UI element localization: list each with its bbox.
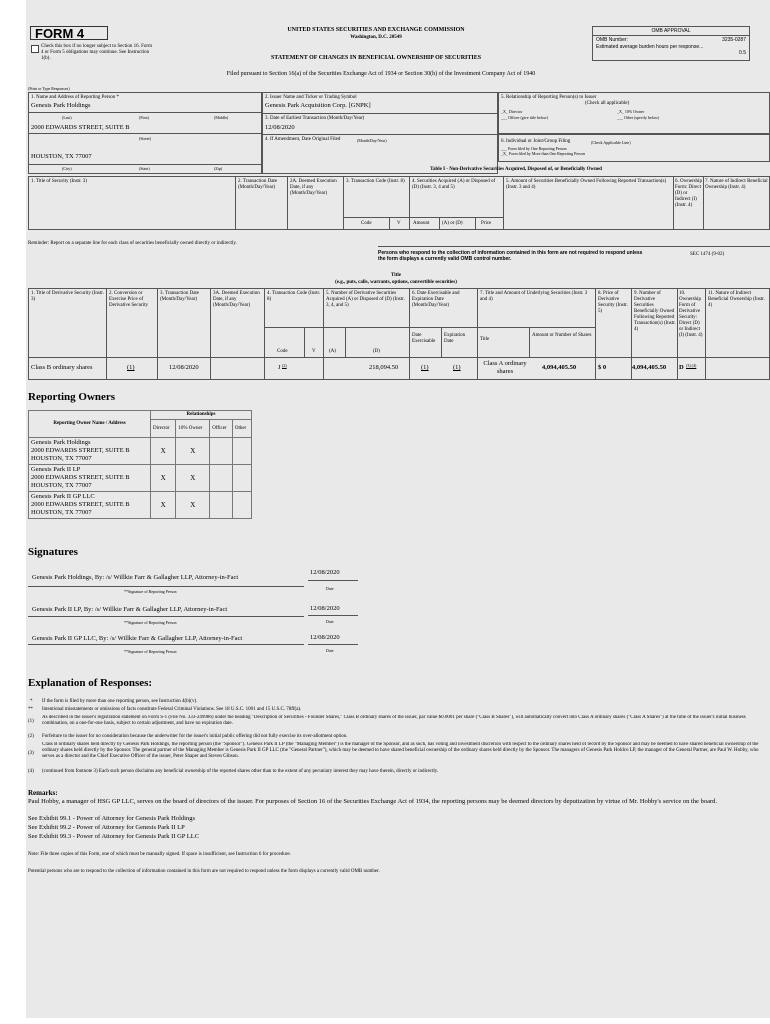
t2-col-title: 1. Title of Derivative Security (Instr. 3): [31, 291, 104, 302]
filed-pursuant: Filed pursuant to Section 16(a) of the Securities Exchange Act of 1934 or Section 30(h) of the Investment Company Act of 1940: [226, 71, 536, 77]
reminder-text: Reminder: Report on a separate line for each class of securities beneficially owned directly or indirectly.: [28, 241, 237, 246]
more-persons-option[interactable]: _X_ Form filed by More than One Reporting Person: [501, 151, 585, 156]
omb-number: 3235-0287: [722, 37, 746, 43]
sec-code: SEC 1474 (9-02): [690, 252, 725, 257]
signature-date: 12/08/2020: [310, 569, 340, 576]
signature-date: 12/08/2020: [310, 634, 340, 641]
t2-col-date: 3. Transaction Date (Month/Day/Year): [160, 291, 200, 302]
section-5-label: 5. Relationship of Reporting Person(s) to Issuer: [501, 95, 597, 100]
t1-col-deemed-date: 2A. Deemed Execution Date, if any (Month/Day/Year): [290, 179, 337, 196]
exhibit-link[interactable]: See Exhibit 99.1 - Power of Attorney for Genesis Park Holdings: [28, 815, 195, 822]
table-1-title: Table I - Non-Derivative Securities Acquired, Disposed of, or Beneficially Owned: [430, 167, 602, 172]
table-1: [28, 176, 770, 230]
table-2: [28, 288, 770, 380]
ro-city: HOUSTON, TX 77007: [31, 482, 92, 489]
t2-row-code-note[interactable]: (2): [282, 363, 287, 368]
ro-director-mark: X: [151, 438, 176, 465]
footer-potential: Potential persons who are to respond to the collection of information contained in this form are not required to respond unless the form displays a currently valid OMB number.: [28, 869, 380, 874]
table-2-title: Title: [391, 273, 401, 278]
omb-title: OMB APPROVAL: [651, 28, 691, 34]
t2-col-owned: 9. Number of Derivative Securities Beneficially Owned Following Reported Transaction(s) (Instr. 4): [634, 291, 676, 332]
t1-col-amount-owned: 5. Amount of Securities Beneficially Owned Following Reported Transaction(s) (Instr. 3 and 4): [506, 179, 667, 190]
burden-label: Estimated average burden hours per response...: [596, 44, 704, 50]
ro-city: HOUSTON, TX 77007: [31, 509, 92, 516]
t2-col-conversion: 2. Conversion or Exercise Price of Derivative Security: [109, 291, 149, 308]
ro-col-officer: Officer: [210, 420, 233, 438]
t1-col-ownership-form: 6. Ownership Form: Direct (D) or Indirect (I) (Instr. 4): [675, 179, 702, 208]
first-label: (First): [139, 115, 149, 120]
ro-col-name: Reporting Owner Name / Address: [29, 411, 151, 438]
reporting-owners-table: [28, 410, 252, 519]
t2-row-exp-note[interactable]: (1): [453, 364, 461, 371]
date-label: Date: [326, 648, 334, 653]
ro-street: 2000 EDWARDS STREET, SUITE B: [31, 501, 130, 508]
t2-col-ownership-form: 10. Ownership Form of Derivative Security: Direct (D) or Indirect (I) (Instr. 4): [679, 291, 703, 338]
ro-owner-mark: X: [176, 492, 210, 519]
no-longer-subject-checkbox[interactable]: [31, 45, 39, 53]
signatures-heading: Signatures: [28, 546, 78, 558]
t1-sub-v: V: [397, 221, 401, 226]
ro-owner-mark: X: [176, 438, 210, 465]
form-title: FORM 4: [35, 26, 85, 41]
section-4-label: 4. If Amendment, Date Original Filed: [265, 137, 341, 142]
ro-city: HOUSTON, TX 77007: [31, 455, 92, 462]
middle-label: (Middle): [214, 115, 229, 120]
ro-col-other: Other: [232, 420, 251, 438]
t2-row-date-ex-note[interactable]: (1): [421, 364, 429, 371]
signature-block: [28, 566, 358, 598]
street-label: (Street): [139, 136, 151, 141]
ro-col-relationships: Relationships: [151, 411, 252, 420]
ro-name: Genesis Park II LP: [31, 466, 81, 473]
omb-number-label: OMB Number:: [596, 37, 628, 43]
earliest-transaction-date: 12/08/2020: [265, 124, 295, 131]
footnote-marker: (4): [28, 769, 34, 774]
table-2-subtitle: (e.g., puts, calls, warrants, options, convertible securities): [335, 280, 457, 285]
omb-approval-box: [592, 26, 750, 61]
t1-col-acquired: 4. Securities Acquired (A) or Disposed of (D) (Instr. 3, 4 and 5): [412, 179, 496, 190]
t2-col-nature: 11. Nature of Indirect Beneficial Ownership (Instr. 4): [708, 291, 765, 308]
footnote-marker: (2): [28, 734, 34, 739]
t2-sub-expiration: Expiration Date: [444, 333, 466, 344]
issuer-name: Genesis Park Acquisition Corp. [GNPK]: [265, 102, 371, 109]
footnote-marker: (1): [28, 719, 34, 724]
t2-row-price-note[interactable]: (1): [127, 364, 135, 371]
t2-col-price: 8. Price of Derivative Security (Instr. 5): [598, 291, 628, 314]
section-3-label: 3. Date of Earliest Transaction (Month/Day/Year): [265, 116, 365, 121]
section-1-box: [28, 92, 262, 174]
t2-sub-d: (D): [373, 349, 380, 354]
footnote-star-text: If the form is filed by more than one reporting person, see Instruction 4(b)(v).: [42, 699, 198, 704]
table-row: [29, 492, 252, 519]
officer-option[interactable]: ___ Officer (give title below): [501, 115, 549, 120]
t1-sub-price: Price: [481, 221, 492, 226]
signature-text: Genesis Park II LP, By: /s/ Willkie Farr & Gallagher LLP, Attorney-in-Fact: [32, 606, 228, 613]
t2-row-code: J: [278, 364, 281, 371]
print-note: (Print or Type Responses): [28, 86, 70, 91]
t2-sub-a: (A): [329, 349, 336, 354]
signature-date: 12/08/2020: [310, 605, 340, 612]
signature-block: [28, 628, 358, 660]
t2-sub-title: Title: [480, 337, 490, 342]
statement-title: STATEMENT OF CHANGES IN BENEFICIAL OWNERSHIP OF SECURITIES: [270, 55, 482, 61]
t1-col-title: 1. Title of Security (Instr. 3): [31, 179, 87, 184]
ro-name: Genesis Park Holdings: [31, 439, 91, 446]
ro-col-owner: 10% Owner: [176, 420, 210, 438]
t2-row-owned: 4,094,405.50: [632, 364, 667, 371]
ro-street: 2000 EDWARDS STREET, SUITE B: [31, 474, 130, 481]
t2-sub-code: Code: [277, 349, 288, 354]
section-4-sub: (Month/Day/Year): [357, 138, 387, 143]
t1-col-date: 2. Transaction Date (Month/Day/Year): [238, 179, 278, 190]
state-label: (State): [139, 166, 150, 171]
other-option[interactable]: ___ Other (specify below): [617, 115, 660, 120]
signature-text: Genesis Park Holdings, By: /s/ Willkie Farr & Gallagher LLP, Attorney-in-Fact: [32, 574, 239, 581]
section-5-box: [498, 92, 770, 134]
footnote-marker: **: [28, 707, 33, 712]
t1-col-nature: 7. Nature of Indirect Beneficial Ownership (Instr. 4): [705, 179, 768, 190]
form-title-box: [30, 26, 108, 40]
t2-col-code: 4. Transaction Code (Instr. 8): [267, 291, 321, 302]
reporting-person-name: Genesis Park Holdings: [31, 102, 91, 109]
burden-value: 0.5: [739, 50, 746, 56]
t2-row-security: Class B ordinary shares: [31, 364, 93, 371]
agency-name: UNITED STATES SECURITIES AND EXCHANGE COMMISSION: [287, 27, 465, 33]
t2-row-deriv-price: $ 0: [598, 364, 607, 371]
signature-label: **Signature of Reporting Person: [124, 649, 177, 654]
city-label: (City): [62, 166, 72, 171]
persons-note: Persons who respond to the collection of information contained in this form are not required to respond unless the form displays a currently valid OMB control number.: [378, 250, 643, 262]
reporting-person-city: HOUSTON, TX 77007: [31, 153, 92, 160]
remarks-text: Paul Hobby, a manager of HSG GP LLC, serves on the board of directors of the issuer. For purposes of Section 16 of the Securities Exchange Act of 1934, the reporting persons may be deemed directors by deputization by virtue of Mr. Hobby's service on the board.: [28, 798, 717, 805]
ten-percent-owner-option[interactable]: _X_ 10% Owner: [617, 109, 645, 114]
reporting-person-street: 2000 EDWARDS STREET, SUITE B: [31, 124, 130, 131]
one-person-option[interactable]: ___ Form filed by One Reporting Person: [501, 146, 567, 151]
t2-col-deemed-date: 3A. Deemed Execution Date, if any (Month/Day/Year): [213, 291, 260, 308]
table-row: [29, 465, 252, 492]
ro-director-mark: X: [151, 465, 176, 492]
t2-row-amount: 4,094,405.50: [542, 364, 577, 371]
t2-row-d-value: 218,094.50: [369, 364, 399, 371]
t2-row-form: D: [679, 364, 684, 371]
agency-city: Washington, D.C. 20549: [350, 35, 402, 40]
section-6-label: 6. Individual or Joint/Group Filing: [501, 139, 571, 144]
ro-street: 2000 EDWARDS STREET, SUITE B: [31, 447, 130, 454]
signature-label: **Signature of Reporting Person: [124, 589, 177, 594]
ro-name: Genesis Park II GP LLC: [31, 493, 95, 500]
ro-director-mark: X: [151, 492, 176, 519]
exhibit-link[interactable]: See Exhibit 99.3 - Power of Attorney for Genesis Park II GP LLC: [28, 833, 200, 840]
section-6-sub: (Check Applicable Line): [591, 140, 631, 145]
t1-col-code: 3. Transaction Code (Instr. 8): [346, 179, 405, 184]
footnote-4-text: (continued from footnote 3) Each such person disclaims any beneficial ownership of the reported shares other than to the extent of any pecuniary interest they may have therein, directly or indirectly.: [42, 769, 439, 774]
section-1-label: 1. Name and Address of Reporting Person *: [31, 95, 120, 100]
footnote-dstar-text: Intentional misstatements or omissions of facts constitute Federal Criminal Violations. See 18 U.S.C. 1001 and 15 U.S.C. 78ff(a).: [42, 707, 302, 712]
form-sheet: [26, 0, 770, 1018]
date-label: Date: [326, 619, 334, 624]
t2-sub-v: V: [312, 349, 316, 354]
t2-sub-date-exercisable: Date Exercisable: [412, 333, 436, 344]
section-2-box: [262, 92, 498, 114]
zip-label: (Zip): [214, 166, 223, 171]
footnote-3-text: Class B ordinary shares held directly by Genesis Park Holdings, the reporting person (the "Sponsor"). Genesis Park II LP (the "Managing Member") is the manager of the Sponsor, and as such, has voting and investment discretion with respect to the ordinary shares held of record by the Sponsor and may be deemed to have shared beneficial ownership of the ordinary shares held directly by the Sponsor. The general partner of the Managing Member is Genesis Park II GP LLC (the "General Partner"), which may be deemed to have shared beneficial ownership of the ordinary shares held directly by the Sponsor. The managers of Genesis Park Holdco LP, the manager of the General Partner, are Paul W. Hobby, who serves as a director and the Chief Executive Officer of the issuer, Peter Shaper and Steven Gibson.: [42, 742, 759, 759]
section-6-box: [498, 134, 770, 162]
director-option[interactable]: _X_ Director: [501, 109, 523, 114]
section-5-sub: (Check all applicable): [585, 101, 630, 106]
signature-label: **Signature of Reporting Person: [124, 620, 177, 625]
footer-note: Note: File three copies of this Form, one of which must be manually signed. If space is insufficient, see Instruction 6 for procedure.: [28, 852, 291, 857]
signature-text: Genesis Park II GP LLC, By: /s/ Willkie Farr & Gallagher LLP, Attorney-in-Fact: [32, 635, 243, 642]
ro-col-director: Director: [151, 420, 176, 438]
ro-owner-mark: X: [176, 465, 210, 492]
t2-row-date: 12/08/2020: [169, 364, 199, 371]
footnote-marker: (3): [28, 751, 34, 756]
table-row: [29, 438, 252, 465]
exhibit-link[interactable]: See Exhibit 99.2 - Power of Attorney for Genesis Park II LP: [28, 824, 185, 831]
t2-row-underlying: Class A ordinary shares: [483, 360, 527, 375]
section-2-label: 2. Issuer Name and Ticker or Trading Symbol: [265, 95, 357, 100]
t2-col-underlying: 7. Title and Amount of Underlying Securities (Instr. 3 and 4): [480, 291, 588, 302]
last-label: (Last): [62, 115, 72, 120]
remarks-heading: Remarks:: [28, 789, 58, 797]
reporting-owners-heading: Reporting Owners: [28, 391, 116, 403]
footnote-2-text: Forfeiture to the issuer for no consideration because the underwriter for the issuer's initial public offering did not fully exercise its over-allotment option.: [42, 734, 348, 739]
t2-col-date-exercisable: 6. Date Exercisable and Expiration Date (Month/Day/Year): [412, 291, 460, 308]
t2-col-number: 5. Number of Derivative Securities Acquired (A) or Disposed of (D) (Instr. 3, 4, and 5): [326, 291, 405, 308]
t1-sub-code: Code: [361, 221, 372, 226]
date-label: Date: [326, 586, 334, 591]
checkbox-note: Check this box if no longer subject to Section 16. Form 4 or Form 5 obligations may continue. See Instruction 1(b).: [41, 44, 152, 61]
explanation-heading: Explanation of Responses:: [28, 677, 153, 689]
t1-sub-amount: Amount: [413, 221, 430, 226]
t2-row-form-notes[interactable]: (3) (4): [686, 363, 697, 368]
section-3-box: [262, 113, 498, 135]
footnote-marker: *: [30, 699, 33, 704]
footnote-1-text: As described in the issuer's registration statement on Form S-1 (File No. 333-249986) under the heading "Description of Securities - Founder Shares," Class B ordinary shares of the issuer, par value $0.0001 per share ("Class B Shares"), will automatically convert into Class A ordinary shares ("Class A Shares") at the time of the issuer's initial business combination, on a one-for-one basis, subject to certain adjustment, and have no expiration date.: [42, 715, 746, 726]
t2-sub-amount-shares: Amount or Number of Shares: [532, 333, 592, 338]
t1-sub-aord: (A) or (D): [442, 221, 463, 226]
